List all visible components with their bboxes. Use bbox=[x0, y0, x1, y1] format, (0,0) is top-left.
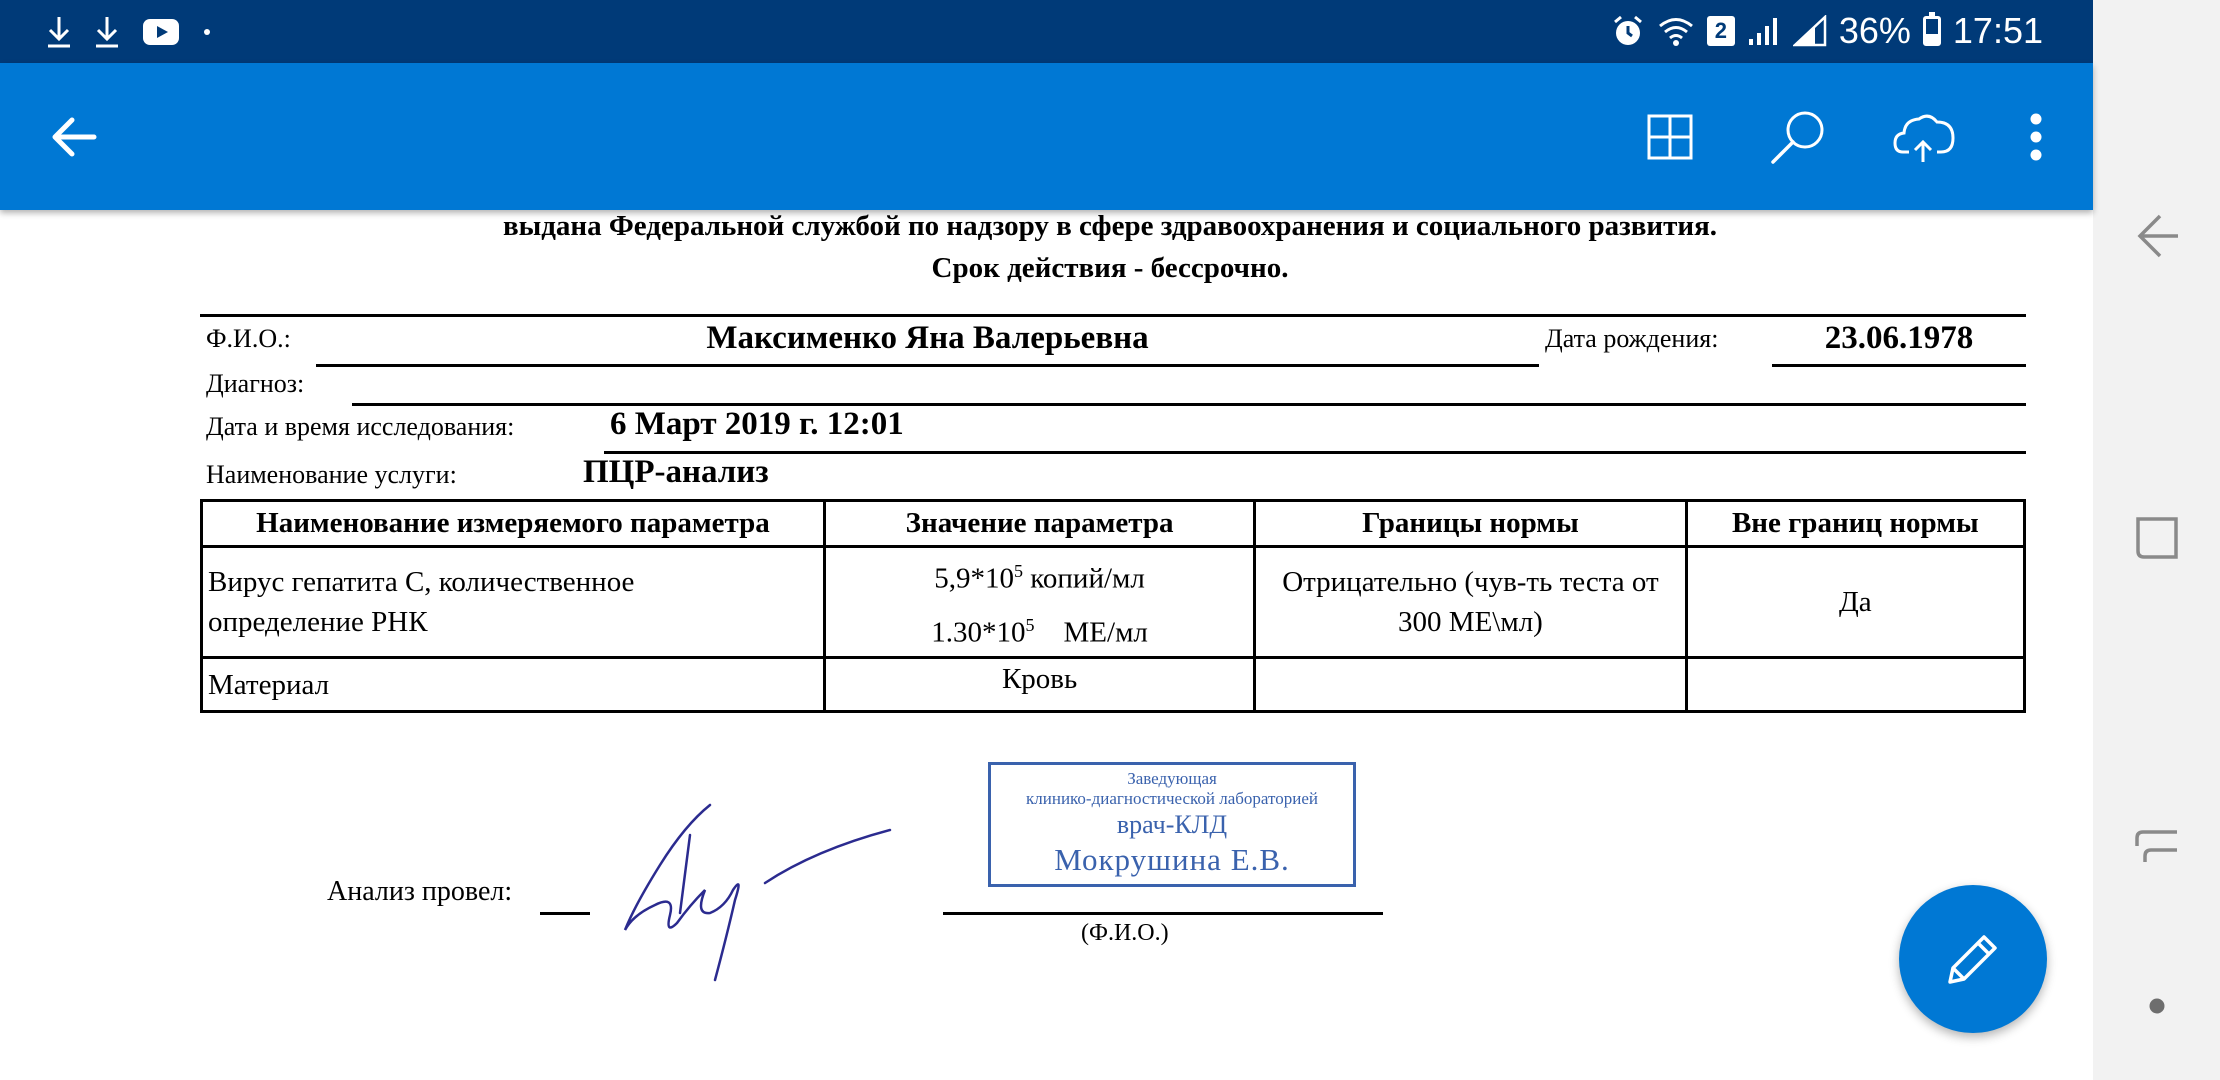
header-norm-range: Границы нормы bbox=[1255, 501, 1686, 547]
sim-badge: 2 bbox=[1707, 16, 1735, 46]
grid-view-icon[interactable] bbox=[1634, 101, 1706, 173]
table-row bbox=[202, 658, 2025, 712]
value2-unit: МЕ/мл bbox=[1063, 616, 1148, 649]
stamp-line-1: Заведующая bbox=[1127, 769, 1217, 788]
edit-fab-button[interactable] bbox=[1899, 885, 2047, 1033]
value1-base: 5,9*10 bbox=[934, 563, 1015, 595]
fio-value: Максименко Яна Валерьевна bbox=[706, 320, 1149, 356]
diagnosis-label: Диагноз: bbox=[206, 369, 305, 398]
table-row bbox=[202, 547, 2025, 658]
material-out-cell bbox=[1686, 658, 2024, 712]
edit-pencil-icon bbox=[1944, 930, 2002, 988]
lab-stamp bbox=[988, 762, 1356, 887]
value2-exponent: 5 bbox=[1025, 615, 1035, 635]
material-norm-cell bbox=[1255, 658, 1686, 712]
alarm-icon bbox=[1611, 14, 1645, 48]
analysis-by-label: Анализ провел: bbox=[327, 876, 513, 907]
signal-icon bbox=[1747, 15, 1781, 47]
download-icon bbox=[94, 15, 120, 49]
stamp-line-2: клинико-диагностической лабораторией bbox=[1026, 789, 1318, 808]
signature-image bbox=[615, 795, 895, 985]
search-icon[interactable] bbox=[1762, 101, 1834, 173]
stamp-line-4: Мокрушина Е.В. bbox=[1054, 842, 1290, 877]
out-of-range-cell: Да bbox=[1686, 547, 2024, 658]
results-table bbox=[200, 499, 2026, 713]
battery-icon bbox=[1923, 16, 1941, 46]
stamp-line-3: врач-КЛД bbox=[1116, 810, 1228, 839]
recent-apps-icon[interactable] bbox=[2121, 200, 2193, 272]
norm-line-1: Отрицательно (чув-ть теста от bbox=[1282, 566, 1659, 598]
value-line-2 bbox=[826, 602, 1253, 656]
material-value-cell: Кровь bbox=[824, 658, 1254, 712]
datetime-label: Дата и время исследования: bbox=[206, 412, 515, 441]
dob-rule bbox=[1772, 364, 2026, 367]
material-label-cell: Материал bbox=[202, 658, 825, 712]
norm-line-2: 300 МЕ\мл) bbox=[1398, 606, 1543, 638]
cloud-upload-icon[interactable] bbox=[1889, 101, 1961, 173]
header-parameter: Наименование измеряемого параметра bbox=[202, 501, 825, 547]
signal-icon bbox=[1793, 15, 1827, 47]
license-issuer-line bbox=[0, 210, 2220, 243]
system-nav-bar bbox=[2093, 0, 2220, 1080]
home-icon[interactable] bbox=[2121, 502, 2193, 574]
dot-icon[interactable] bbox=[2121, 970, 2193, 1042]
validity-line bbox=[0, 252, 2220, 285]
status-bar bbox=[0, 0, 2093, 63]
fio-rule bbox=[316, 364, 1539, 367]
top-rule bbox=[200, 314, 2026, 317]
service-value: ПЦР-анализ bbox=[583, 454, 769, 490]
back-arrow-icon[interactable] bbox=[38, 101, 110, 173]
datetime-rule bbox=[604, 451, 2026, 454]
more-vert-icon[interactable] bbox=[2000, 101, 2072, 173]
dot-icon bbox=[202, 27, 212, 37]
value-cell bbox=[824, 547, 1254, 658]
battery-percent: 36% bbox=[1838, 10, 1911, 51]
param-line-1: Вирус гепатита С, количественное bbox=[208, 566, 635, 598]
header-out-of-range: Вне границ нормы bbox=[1686, 501, 2024, 547]
clock: 17:51 bbox=[1952, 10, 2043, 51]
value2-base: 1.30*10 bbox=[931, 616, 1026, 649]
value1-exponent: 5 bbox=[1014, 561, 1024, 582]
param-line-2: определение РНК bbox=[208, 606, 428, 638]
service-label: Наименование услуги: bbox=[206, 460, 457, 489]
app-bar bbox=[0, 63, 2093, 210]
dob-label: Дата рождения: bbox=[1545, 324, 1719, 353]
param-cell bbox=[202, 547, 825, 658]
wifi-icon bbox=[1657, 15, 1695, 47]
value-line-1 bbox=[826, 548, 1253, 602]
status-bar-left bbox=[46, 12, 212, 52]
dob-value: 23.06.1978 bbox=[1824, 320, 1974, 356]
fio-caption: (Ф.И.О.) bbox=[1081, 920, 1169, 946]
value1-unit: копий/мл bbox=[1030, 563, 1145, 595]
table-header-row bbox=[202, 501, 2025, 547]
norm-cell bbox=[1255, 547, 1686, 658]
fio-signature-rule bbox=[943, 912, 1383, 915]
document-page bbox=[0, 210, 2093, 1080]
back-icon[interactable] bbox=[2121, 806, 2193, 878]
header-line-1: выдана Федеральной службой по надзору в сфере здравоохранения и социального развития. bbox=[502, 210, 1718, 242]
status-bar-right bbox=[1611, 8, 2043, 54]
datetime-value: 6 Март 2019 г. 12:01 bbox=[610, 406, 904, 442]
download-icon bbox=[46, 15, 72, 49]
header-line-2: Срок действия - бессрочно. bbox=[931, 252, 1289, 284]
youtube-icon bbox=[142, 18, 180, 46]
signature-short-rule bbox=[540, 912, 590, 915]
diagnosis-rule bbox=[352, 403, 2026, 406]
header-value: Значение параметра bbox=[824, 501, 1254, 547]
fio-label: Ф.И.О.: bbox=[206, 324, 291, 353]
